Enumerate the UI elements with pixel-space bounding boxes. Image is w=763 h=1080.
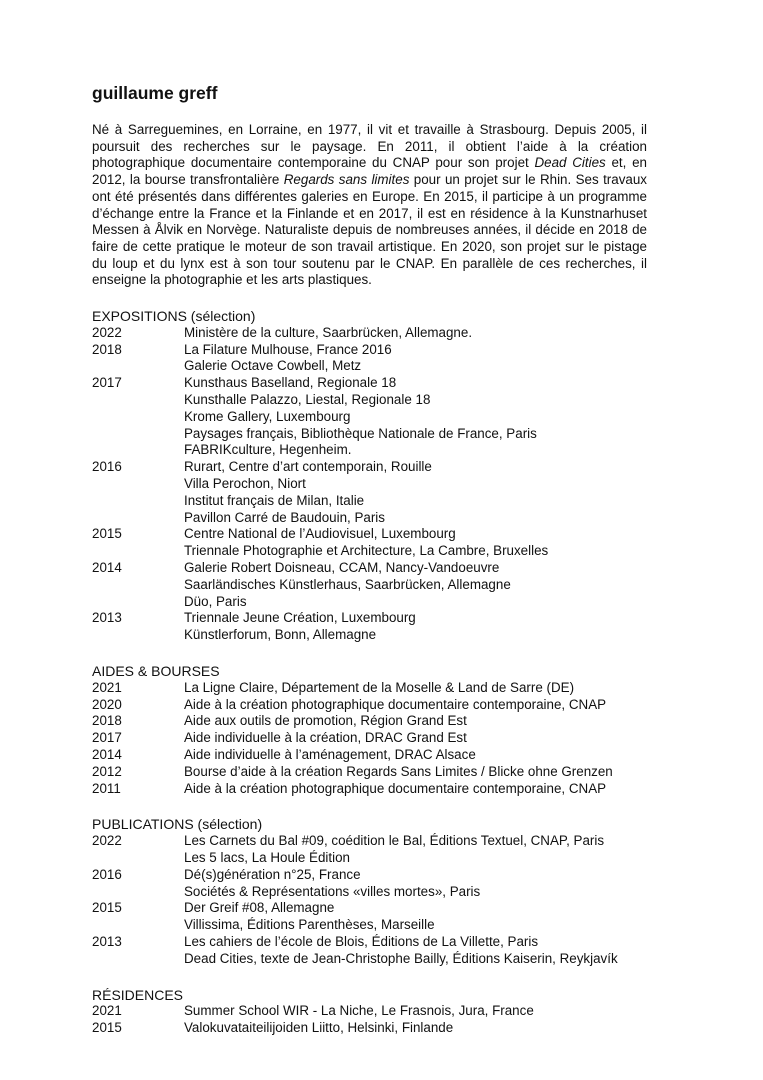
entry-year	[92, 409, 184, 426]
cv-entry-row	[92, 900, 647, 917]
entry-text: Dead Cities, texte de Jean-Christophe Bailly, Éditions Kaiserin, Reykjavík	[184, 950, 618, 966]
entry-text: Kunsthalle Palazzo, Liestal, Regionale 18	[184, 392, 431, 408]
entry-text: Krome Gallery, Luxembourg	[184, 408, 351, 424]
entry-text: FABRIKculture, Hegenheim.	[184, 442, 352, 458]
cv-entry-row	[92, 713, 647, 730]
entry-text: Rurart, Centre d’art contemporain, Rouille	[184, 459, 432, 475]
entry-year: 2013	[92, 933, 122, 949]
cv-entry-row	[92, 510, 647, 527]
entry-text: Aide à la création photographique documentaire contemporaine, CNAP	[184, 696, 607, 712]
entry-text: Triennale Photographie et Architecture, La Cambre, Bruxelles	[184, 543, 549, 559]
entry-text: Villa Perochon, Niort	[184, 476, 306, 491]
cv-entry-row	[92, 627, 647, 644]
biography	[92, 122, 647, 289]
entry-text: Galerie Octave Cowbell, Metz	[184, 358, 362, 374]
entry-year	[92, 917, 184, 934]
cv-entry-row	[92, 459, 647, 476]
cv-entry-row	[92, 934, 647, 951]
cv-entry-row	[92, 358, 647, 375]
cv-entry-row	[92, 594, 647, 611]
cv-entry-row	[92, 730, 647, 747]
entry-text: Institut français de Milan, Italie	[184, 492, 365, 508]
entry-text: Aide aux outils de promotion, Région Grand Est	[184, 713, 467, 729]
entry-year	[92, 951, 184, 968]
section-title: RÉSIDENCES	[92, 986, 184, 1003]
entry-year: 2014	[92, 559, 122, 575]
entry-text: Centre National de l’Audiovisuel, Luxembourg	[184, 526, 456, 542]
entry-text: La Filature Mulhouse, France 2016	[184, 341, 392, 357]
entry-year: 2011	[92, 780, 121, 796]
bio-text: Né à Sarreguemines, en Lorraine, en 1977, il vit et travaille à Strasbourg. Depuis 2005, il poursuit des recherches sur le paysage. En 2011, il obtient l’aide à la création photographique documentaire contemporaine du CNAP pour son projet	[92, 122, 647, 171]
cv-entry-row	[92, 850, 647, 867]
cv-entry-row	[92, 493, 647, 510]
entry-year: 2022	[92, 833, 122, 849]
entry-year	[92, 442, 184, 459]
entry-year: 2021	[92, 679, 122, 695]
cv-entry-row	[92, 680, 647, 697]
cv-entry-row	[92, 764, 647, 781]
cv-section	[92, 987, 647, 1037]
entry-year: 2020	[92, 696, 122, 712]
entry-text: Les Carnets du Bal #09, coédition le Bal, Éditions Textuel, CNAP, Paris	[184, 833, 605, 849]
bio-italic-title: Regards sans limites	[283, 172, 410, 188]
entry-text: Aide individuelle à la création, DRAC Grand Est	[184, 730, 467, 746]
entry-text: Aide individuelle à l’aménagement, DRAC Alsace	[184, 746, 476, 762]
cv-entry-row	[92, 342, 647, 359]
cv-entry-row	[92, 526, 647, 543]
cv-entry-row	[92, 697, 647, 714]
cv-entry-row	[92, 951, 647, 968]
cv-entry-row	[92, 833, 647, 850]
entry-year: 2017	[92, 730, 122, 746]
entry-year	[92, 594, 184, 611]
entry-text: Triennale Jeune Création, Luxembourg	[184, 610, 416, 626]
cv-entry-row	[92, 409, 647, 426]
entry-year: 2021	[92, 1003, 122, 1019]
artist-name: guillaume greff	[92, 83, 218, 103]
entry-year: 2016	[92, 866, 122, 882]
cv-entry-row	[92, 375, 647, 392]
entry-year: 2015	[92, 526, 122, 542]
entry-text: Sociétés & Représentations «villes mortes», Paris	[184, 883, 481, 899]
entry-text: Dé(s)génération n°25, France	[184, 866, 361, 882]
cv-entry-row	[92, 577, 647, 594]
entry-year: 2018	[92, 713, 122, 729]
cv-entry-row	[92, 392, 647, 409]
entry-text: Düo, Paris	[184, 593, 247, 609]
entry-year	[92, 493, 184, 510]
cv-entry-row	[92, 426, 647, 443]
entry-year: 2013	[92, 610, 122, 626]
entry-text: Künstlerforum, Bonn, Allemagne	[184, 627, 377, 643]
entry-text: Bourse d’aide à la création Regards Sans Limites / Blicke ohne Grenzen	[184, 763, 613, 779]
cv-entry-row	[92, 747, 647, 764]
entry-year	[92, 850, 184, 867]
entry-text: Les cahiers de l’école de Blois, Éditions de La Villette, Paris	[184, 933, 539, 949]
cv-entry-row	[92, 610, 647, 627]
bio-text: pour un projet sur le Rhin. Ses travaux ont été présentés dans différentes galeries en Europe. En 2015, il participe à un programme d’échange entre la France et la Finlande et en 2017, il est en résidence à la Kunstnarhuset Messen à Ålvik en Norvège. Naturaliste depuis de nombreuses années, il décide en 2018 de faire de cette pratique le moteur de son travail artistique. En 2020, son projet sur le pistage du loup et du lynx est à son tour soutenu par le CNAP. En parallèle de ces recherches, il enseigne la photographie et les arts plastiques.	[92, 172, 647, 288]
entry-year: 2022	[92, 324, 122, 340]
entry-text: Ministère de la culture, Saarbrücken, Allemagne.	[184, 324, 473, 340]
entry-year	[92, 510, 184, 527]
entry-year	[92, 358, 184, 375]
entry-year: 2012	[92, 763, 122, 779]
entry-text: Paysages français, Bibliothèque Nationale de France, Paris	[184, 425, 537, 441]
entry-year: 2017	[92, 375, 122, 391]
entry-text: La Ligne Claire, Département de la Moselle & Land de Sarre (DE)	[184, 679, 575, 695]
cv-section	[92, 663, 647, 797]
cv-section	[92, 816, 647, 967]
cv-entry-row	[92, 917, 647, 934]
cv-entry-row	[92, 442, 647, 459]
entry-text: Kunsthaus Baselland, Regionale 18	[184, 375, 397, 391]
entry-year: 2016	[92, 459, 122, 475]
entry-year: 2014	[92, 746, 122, 762]
entry-year	[92, 426, 184, 443]
cv-page	[92, 80, 647, 1037]
entry-text: Aide à la création photographique documentaire contemporaine, CNAP	[184, 780, 607, 796]
entry-year	[92, 627, 184, 644]
entry-text: Galerie Robert Doisneau, CCAM, Nancy-Vandoeuvre	[184, 559, 500, 575]
cv-entry-row	[92, 560, 647, 577]
entry-text: Valokuvataiteilijoiden Liitto, Helsinki, Finlande	[184, 1020, 454, 1036]
entry-year: 2018	[92, 341, 122, 357]
cv-section	[92, 308, 647, 644]
cv-entry-row	[92, 867, 647, 884]
entry-year	[92, 543, 184, 560]
entry-year	[92, 577, 184, 594]
bio-italic-title: Dead Cities	[534, 155, 606, 171]
entry-text: Pavillon Carré de Baudouin, Paris	[184, 509, 385, 525]
cv-entry-row	[92, 1003, 647, 1020]
entry-year	[92, 476, 184, 493]
entry-text: Les 5 lacs, La Houle Édition	[184, 849, 350, 865]
cv-entry-row	[92, 325, 647, 342]
section-title: PUBLICATIONS (sélection)	[92, 816, 263, 833]
cv-entry-row	[92, 1020, 647, 1037]
entry-year: 2015	[92, 900, 122, 916]
entry-year: 2015	[92, 1020, 122, 1036]
entry-text: Der Greif #08, Allemagne	[184, 900, 335, 916]
entry-year	[92, 392, 184, 409]
cv-entry-row	[92, 884, 647, 901]
section-title: EXPOSITIONS (sélection)	[92, 308, 256, 325]
cv-entry-row	[92, 781, 647, 798]
cv-sections	[92, 308, 647, 1037]
cv-entry-row	[92, 476, 647, 493]
entry-text: Saarländisches Künstlerhaus, Saarbrücken, Allemagne	[184, 576, 511, 592]
entry-year	[92, 884, 184, 901]
cv-entry-row	[92, 543, 647, 560]
bio-text: et, en 2012, la bourse transfrontalière	[92, 155, 648, 188]
entry-text: Villissima, Éditions Parenthèses, Marseille	[184, 917, 435, 933]
section-title: AIDES & BOURSES	[92, 662, 220, 679]
entry-text: Summer School WIR - La Niche, Le Frasnois, Jura, France	[184, 1003, 534, 1019]
